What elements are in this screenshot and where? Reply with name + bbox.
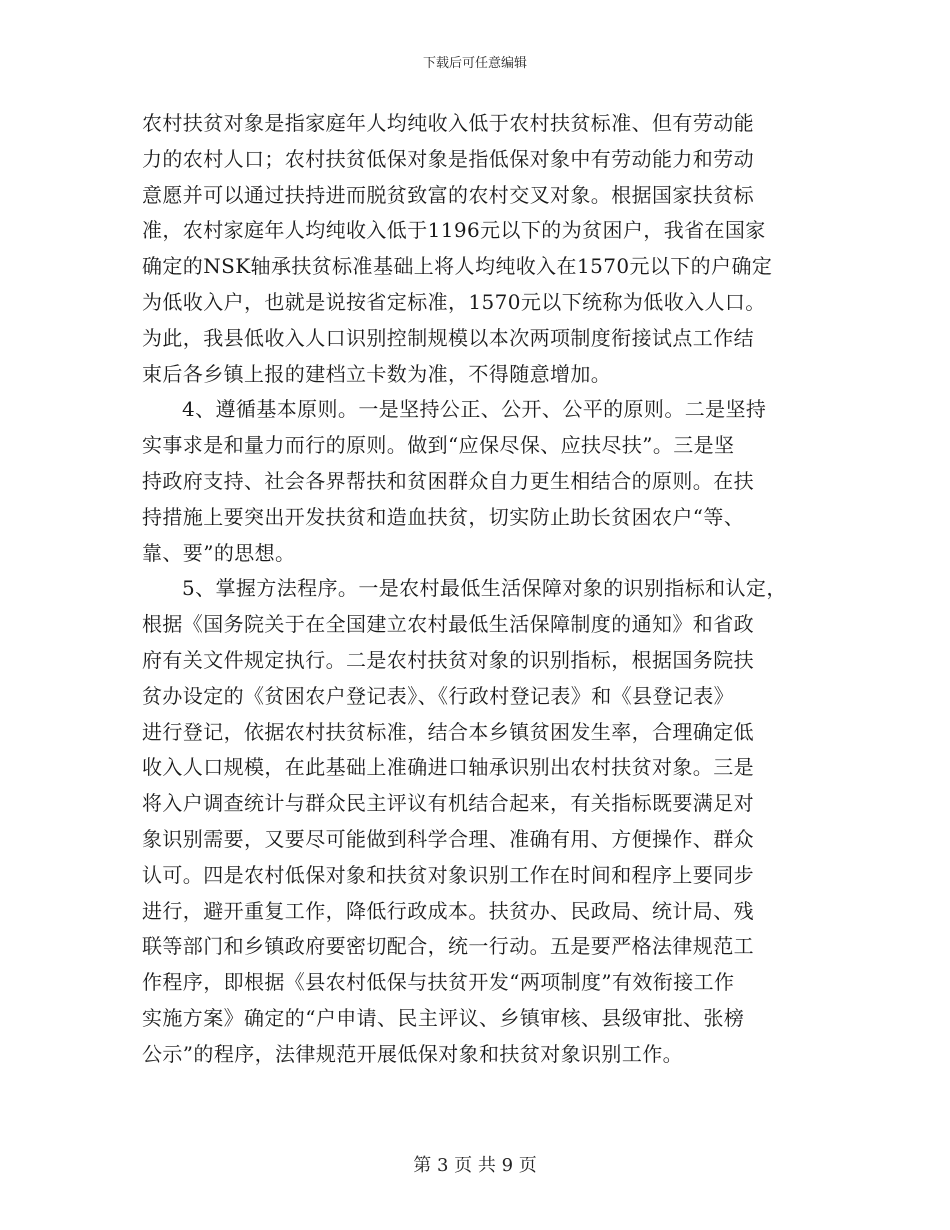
text-line: 准，农村家庭年人均纯收入低于1196元以下的为贫困户，我省在国家 [142,218,766,243]
text-line: 作程序，即根据《县农村低保与扶贫开发“两项制度”有效衔接工作 [142,970,735,995]
text-line: 贫办设定的《贫困农户登记表》、《行政村登记表》和《县登记表》 [142,683,734,708]
text-line: 实施方案》确定的“户申请、民主评议、乡镇审核、县级审批、张榜 [142,1005,745,1030]
page-header-note: 下载后可任意编辑 [422,56,527,71]
text-line: 将入户调查统计与群众民主评议有机结合起来，有关指标既要满足对 [142,791,754,816]
paragraph-heading-5: 5、掌握方法程序。一是农村最低生活保障对象的识别指标和认定， [182,576,787,601]
text-line: 束后各乡镇上报的建档立卡数为准，不得随意增加。 [142,361,612,386]
text-line: 持政府支持、社会各界帮扶和贫困群众自力更生相结合的原则。在扶 [142,468,754,493]
text-line: 收入人口规模，在此基础上准确进口轴承识别出农村扶贫对象。三是 [142,755,754,780]
text-line: 府有关文件规定执行。二是农村扶贫对象的识别指标，根据国务院扶 [142,647,754,672]
text-line: 实事求是和量力而行的原则。做到“应保尽保、应扶尽扶”。三是坚 [142,433,735,458]
text-line: 持措施上要突出开发扶贫和造血扶贫，切实防止助长贫困农户“等、 [142,504,745,529]
text-line: 农村扶贫对象是指家庭年人均纯收入低于农村扶贫标准、但有劳动能 [142,111,754,135]
text-line: 意愿并可以通过扶持进而脱贫致富的农村交叉对象。根据国家扶贫标 [142,182,754,207]
text-line: 为此，我县低收入人口识别控制规模以本次两项制度衔接试点工作结 [142,325,754,350]
text-line: 联等部门和乡镇政府要密切配合，统一行动。五是要严格法律规范工 [142,934,754,959]
document-body [142,106,810,1073]
text-line: 象识别需要，又要尽可能做到科学合理、准确有用、方便操作、群众 [142,826,754,851]
page-number-footer: 第 3 页 共 9 页 [413,1155,537,1176]
paragraph-heading-4: 4、遵循基本原则。一是坚持公正、公开、公平的原则。二是坚持 [182,397,767,422]
text-line: 公示”的程序，法律规范开展低保对象和扶贫对象识别工作。 [142,1041,684,1066]
text-line: 认可。四是农村低保对象和扶贫对象识别工作在时间和程序上要同步 [142,862,754,887]
text-line: 靠、要”的思想。 [142,540,296,565]
text-line: 为低收入户，也就是说按省定标准，1570元以下统称为低收入人口。 [142,289,766,314]
text-line: 进行，避开重复工作，降低行政成本。扶贫办、民政局、统计局、残 [142,898,754,923]
text-line: 确定的NSK轴承扶贫标准基础上将人均纯收入在1570元以下的户确定 [142,254,773,279]
text-line: 根据《国务院关于在全国建立农村最低生活保障制度的通知》和省政 [142,612,754,637]
text-line: 进行登记，依据农村扶贫标准，结合本乡镇贫困发生率，合理确定低 [142,719,754,744]
text-line: 力的农村人口；农村扶贫低保对象是指低保对象中有劳动能力和劳动 [142,146,754,171]
